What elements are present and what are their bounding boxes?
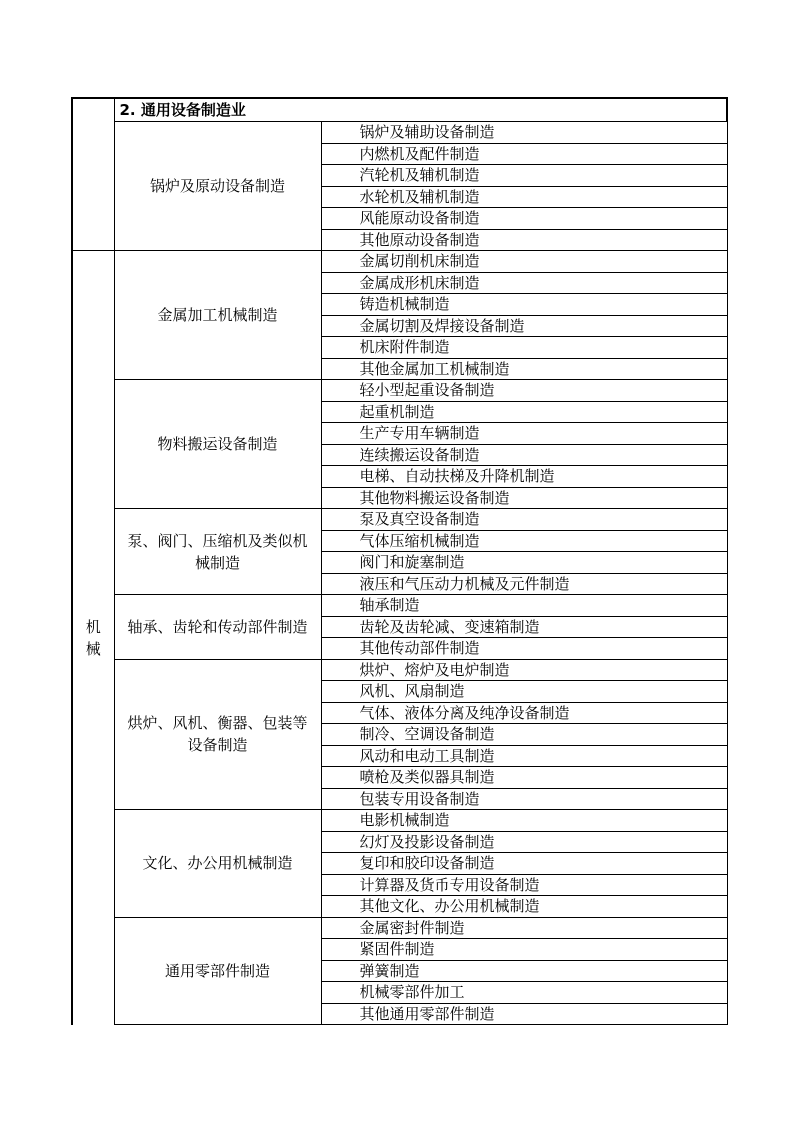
subcategory-item: 其他文化、办公用机械制造: [321, 896, 727, 918]
subcategory-item: 阀门和旋塞制造: [321, 552, 727, 574]
subcategory-item: 制冷、空调设备制造: [321, 724, 727, 746]
subcategory-item: 其他通用零部件制造: [321, 1003, 727, 1025]
subcategory-item: 幻灯及投影设备制造: [321, 831, 727, 853]
table-row: [72, 917, 727, 939]
category-name: 泵、阀门、压缩机及类似机械制造: [114, 509, 321, 595]
subcategory-item: 电梯、自动扶梯及升降机制造: [321, 466, 727, 488]
table-row: [72, 810, 727, 832]
subcategory-item: 金属切割及焊接设备制造: [321, 315, 727, 337]
category-name: 通用零部件制造: [114, 917, 321, 1025]
industry-classification-table: [71, 97, 728, 1025]
table-row: [72, 659, 727, 681]
subcategory-item: 其他金属加工机械制造: [321, 358, 727, 380]
category-name: 文化、办公用机械制造: [114, 810, 321, 918]
subcategory-item: 风能原动设备制造: [321, 208, 727, 230]
table-row: [72, 251, 727, 273]
sector-cell-top: [72, 98, 114, 251]
section-title: 2. 通用设备制造业: [114, 98, 727, 122]
sector-label: [72, 251, 114, 1025]
subcategory-item: 起重机制造: [321, 401, 727, 423]
table-body: [72, 98, 727, 1025]
subcategory-item: 金属成形机床制造: [321, 272, 727, 294]
subcategory-item: 内燃机及配件制造: [321, 143, 727, 165]
subcategory-item: 其他传动部件制造: [321, 638, 727, 660]
subcategory-item: 金属切削机床制造: [321, 251, 727, 273]
sector-label-char: 械: [85, 639, 101, 658]
subcategory-item: 连续搬运设备制造: [321, 444, 727, 466]
subcategory-item: 液压和气压动力机械及元件制造: [321, 573, 727, 595]
subcategory-item: 弹簧制造: [321, 960, 727, 982]
subcategory-item: 其他原动设备制造: [321, 229, 727, 251]
table-row: [72, 595, 727, 617]
subcategory-item: 烘炉、熔炉及电炉制造: [321, 659, 727, 681]
subcategory-item: 轴承制造: [321, 595, 727, 617]
subcategory-item: 电影机械制造: [321, 810, 727, 832]
subcategory-item: 气体压缩机械制造: [321, 530, 727, 552]
section-header-row: [72, 98, 727, 122]
table-row: [72, 509, 727, 531]
category-name: 锅炉及原动设备制造: [114, 122, 321, 251]
category-name: 物料搬运设备制造: [114, 380, 321, 509]
category-name: 轴承、齿轮和传动部件制造: [114, 595, 321, 660]
subcategory-item: 风机、风扇制造: [321, 681, 727, 703]
category-name: 金属加工机械制造: [114, 251, 321, 380]
subcategory-item: 轻小型起重设备制造: [321, 380, 727, 402]
subcategory-item: 机床附件制造: [321, 337, 727, 359]
subcategory-item: 锅炉及辅助设备制造: [321, 122, 727, 144]
subcategory-item: 喷枪及类似器具制造: [321, 767, 727, 789]
table-row: [72, 380, 727, 402]
subcategory-item: 齿轮及齿轮减、变速箱制造: [321, 616, 727, 638]
subcategory-item: 包装专用设备制造: [321, 788, 727, 810]
sector-label-char: 机: [85, 617, 101, 636]
subcategory-item: 复印和胶印设备制造: [321, 853, 727, 875]
subcategory-item: 紧固件制造: [321, 939, 727, 961]
subcategory-item: 水轮机及辅机制造: [321, 186, 727, 208]
subcategory-item: 生产专用车辆制造: [321, 423, 727, 445]
subcategory-item: 机械零部件加工: [321, 982, 727, 1004]
table-row: [72, 122, 727, 144]
subcategory-item: 风动和电动工具制造: [321, 745, 727, 767]
category-name: 烘炉、风机、衡器、包装等设备制造: [114, 659, 321, 810]
subcategory-item: 汽轮机及辅机制造: [321, 165, 727, 187]
subcategory-item: 计算器及货币专用设备制造: [321, 874, 727, 896]
subcategory-item: 铸造机械制造: [321, 294, 727, 316]
subcategory-item: 金属密封件制造: [321, 917, 727, 939]
subcategory-item: 气体、液体分离及纯净设备制造: [321, 702, 727, 724]
subcategory-item: 泵及真空设备制造: [321, 509, 727, 531]
subcategory-item: 其他物料搬运设备制造: [321, 487, 727, 509]
